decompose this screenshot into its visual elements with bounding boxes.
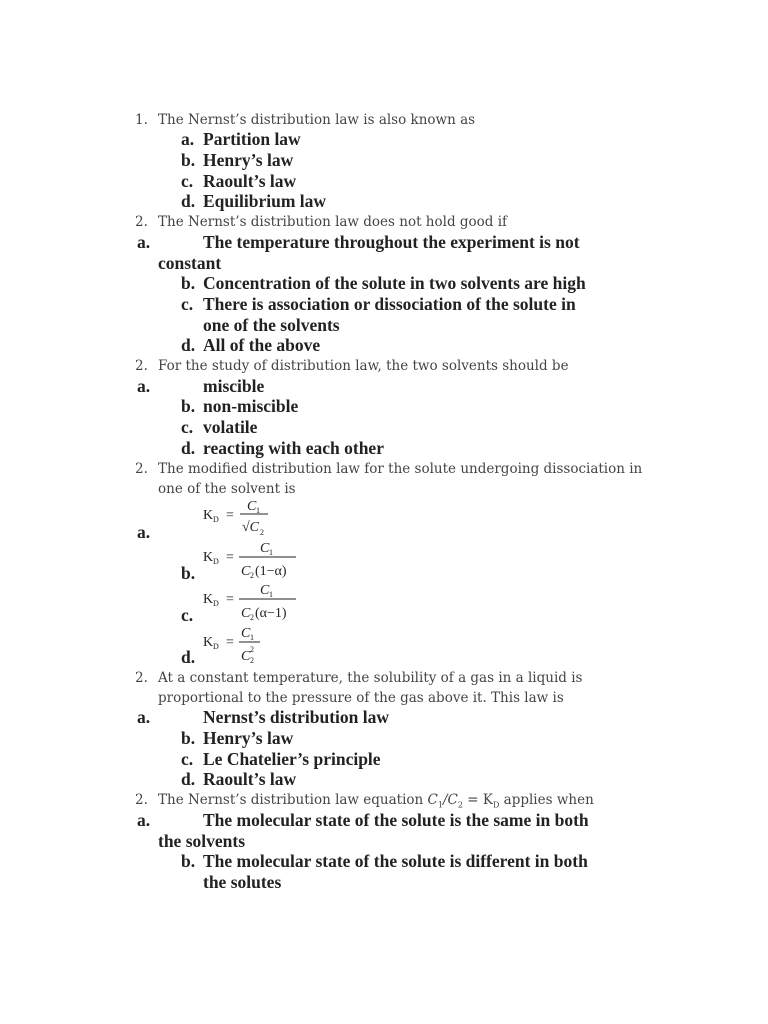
- formula-numerator: C: [247, 499, 257, 514]
- option-3c: [181, 417, 258, 438]
- option-label: d.: [181, 191, 196, 211]
- equation-c1-sub: 1: [437, 800, 443, 810]
- formula-denominator: C: [241, 564, 251, 579]
- option-label: a.: [137, 522, 151, 542]
- option-text: Concentration of the solute in two solvents are high: [203, 273, 586, 293]
- option-2a-continuation: constant: [158, 253, 222, 273]
- formula-lhs-sub: D: [213, 642, 219, 651]
- formula-denominator-sub: 2: [250, 571, 254, 580]
- option-label: b.: [181, 150, 196, 170]
- option-label: b.: [181, 728, 196, 748]
- question-number: 2.: [135, 461, 148, 477]
- question-3: [135, 356, 569, 376]
- option-label: a.: [137, 810, 151, 830]
- question-number: 2.: [135, 670, 148, 686]
- formula-denominator-tail: (α−1): [255, 606, 287, 621]
- question-2: [135, 212, 508, 232]
- formula-denominator: √C: [242, 520, 260, 535]
- question-number: 2.: [135, 792, 148, 808]
- option-1a: [181, 129, 301, 150]
- option-2b: [181, 273, 586, 294]
- option-label: c.: [181, 417, 194, 437]
- formula-numerator-sub: 1: [269, 548, 273, 557]
- equation-c1: C: [427, 792, 438, 808]
- equation-k-sub: D: [492, 800, 500, 810]
- formula-lhs: K: [203, 550, 214, 565]
- formula-denominator-sub: 2: [250, 656, 254, 665]
- option-label: a.: [137, 707, 151, 727]
- formula-lhs-sub: D: [213, 557, 219, 566]
- option-label: d.: [181, 335, 196, 355]
- option-text: Le Chatelier’s principle: [203, 749, 381, 769]
- option-3b: [181, 396, 299, 417]
- equation-c2-sub: 2: [457, 800, 463, 810]
- option-6b: [181, 851, 588, 872]
- option-label: b.: [181, 851, 196, 871]
- option-label: c.: [181, 605, 194, 625]
- formula-denominator-sub: 2: [250, 613, 254, 622]
- formula-denominator-tail: (1−α): [255, 564, 287, 579]
- option-text: There is association or dissociation of the solute in: [203, 294, 576, 314]
- formula-equals: =: [226, 508, 234, 523]
- option-2c-continuation: one of the solvents: [203, 315, 340, 335]
- question-text: The Nernst’s distribution law is also known as: [158, 112, 476, 128]
- formula-numerator-sub: 1: [269, 590, 273, 599]
- option-6b-continuation: the solutes: [203, 872, 282, 892]
- formula-numerator: C: [260, 583, 270, 598]
- option-text: Raoult’s law: [203, 769, 297, 789]
- formula-equals: =: [226, 592, 234, 607]
- formula-numerator: C: [241, 626, 251, 641]
- formula-equals: =: [226, 550, 234, 565]
- option-1b: [181, 150, 294, 171]
- option-text: non-miscible: [203, 396, 299, 416]
- option-label: b.: [181, 273, 196, 293]
- equation-equals-k: = K: [462, 792, 493, 808]
- equation-slash: /: [442, 792, 448, 808]
- option-label: c.: [181, 749, 194, 769]
- option-label: a.: [181, 129, 195, 149]
- formula-equals: =: [226, 635, 234, 650]
- formula-lhs: K: [203, 635, 214, 650]
- option-3d: [181, 438, 384, 459]
- option-2d: [181, 335, 321, 356]
- option-1c: [181, 171, 297, 192]
- question-text-pre: The Nernst’s distribution law equation: [158, 792, 428, 808]
- option-label: d.: [181, 647, 196, 667]
- formula-4a: [200, 496, 280, 540]
- formula-numerator-sub: 1: [256, 506, 260, 515]
- option-text: Henry’s law: [203, 150, 294, 170]
- option-text: All of the above: [203, 335, 321, 355]
- option-label: c.: [181, 171, 194, 191]
- formula-4b: [200, 538, 310, 582]
- option-text: reacting with each other: [203, 438, 384, 458]
- option-6a-text: The molecular state of the solute is the same in both: [203, 810, 589, 830]
- question-number: 2.: [135, 214, 148, 230]
- question-text: At a constant temperature, the solubility of a gas in a liquid is: [158, 670, 583, 686]
- formula-numerator-sub: 1: [250, 633, 254, 642]
- option-5d: [181, 769, 297, 790]
- option-5b: [181, 728, 294, 749]
- formula-4c: [200, 580, 310, 624]
- option-2a-text: The temperature throughout the experiment is not: [203, 232, 580, 252]
- option-3a-text: miscible: [203, 376, 265, 396]
- question-4-continuation: one of the solvent is: [158, 481, 296, 497]
- option-label: d.: [181, 438, 196, 458]
- formula-denominator: C: [241, 606, 251, 621]
- question-number: 2.: [135, 358, 148, 374]
- question-4: [135, 459, 643, 479]
- option-text: Equilibrium law: [203, 191, 327, 211]
- option-label: c.: [181, 294, 194, 314]
- option-5c: [181, 749, 381, 770]
- question-5-continuation: proportional to the pressure of the gas above it. This law is: [158, 690, 564, 706]
- formula-lhs-sub: D: [213, 599, 219, 608]
- option-text: Raoult’s law: [203, 171, 297, 191]
- formula-lhs: K: [203, 592, 214, 607]
- option-text: volatile: [203, 417, 258, 437]
- option-label: b.: [181, 396, 196, 416]
- option-label: a.: [137, 232, 151, 252]
- question-text: The modified distribution law for the solute undergoing dissociation in: [158, 461, 643, 477]
- option-2c: [181, 294, 576, 315]
- formula-4d: [200, 620, 280, 666]
- option-label: b.: [181, 563, 196, 583]
- formula-numerator: C: [260, 541, 270, 556]
- option-label: d.: [181, 769, 196, 789]
- formula-denominator-sub: 2: [260, 528, 264, 537]
- option-6a-continuation: the solvents: [158, 831, 246, 851]
- option-text: Partition law: [203, 129, 301, 149]
- option-label: a.: [137, 376, 151, 396]
- option-text: The molecular state of the solute is different in both: [203, 851, 588, 871]
- question-5: [135, 668, 583, 688]
- question-text: The Nernst’s distribution law does not hold good if: [158, 214, 508, 230]
- formula-lhs: K: [203, 508, 214, 523]
- equation-c2: C: [447, 792, 458, 808]
- question-1: [135, 110, 476, 130]
- question-text-post: applies when: [499, 792, 594, 808]
- option-text: Henry’s law: [203, 728, 294, 748]
- formula-denominator: C: [241, 649, 251, 664]
- option-5a-text: Nernst’s distribution law: [203, 707, 390, 727]
- option-1d: [181, 191, 327, 212]
- question-text: For the study of distribution law, the two solvents should be: [158, 358, 569, 374]
- formula-lhs-sub: D: [213, 515, 219, 524]
- formula-denominator-sup: 2: [250, 645, 254, 654]
- question-number: 1.: [135, 112, 148, 128]
